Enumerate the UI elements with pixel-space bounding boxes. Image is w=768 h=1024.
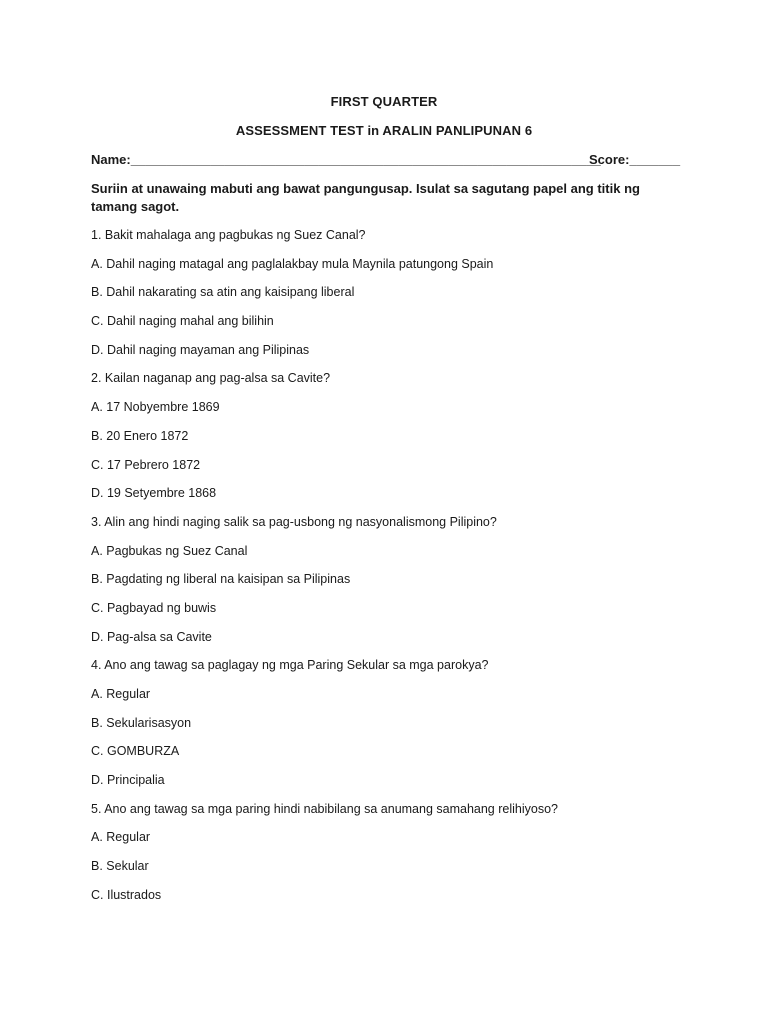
choice-line: D. Dahil naging mayaman ang Pilipinas [91,342,310,357]
choice-line: C. Dahil naging mahal ang bilihin [91,314,274,329]
question-list [91,227,691,916]
test-title: ASSESSMENT TEST in ARALIN PANLIPUNAN 6 [235,123,533,138]
instructions: Suriin at unawaing mabuti ang bawat pangungusap. Isulat sa sagutang papel ang titik ng tamang sagot. [91,181,640,214]
choice-line: B. 20 Enero 1872 [91,428,189,443]
choice-line: B. Pagdating ng liberal na kaisipan sa Pilipinas [91,572,351,587]
choice-line: C. 17 Pebrero 1872 [91,457,201,472]
question-line: 4. Ano ang tawag sa paglagay ng mga Paring Sekular sa mga parokya? [91,658,489,673]
choice-line: D. Principalia [91,773,165,788]
choice-line: A. Regular [91,687,151,701]
choice-line: D. 19 Setyembre 1868 [91,486,217,501]
choice-line: C. Pagbayad ng buwis [91,600,217,615]
choice-line: A. Dahil naging matagal ang paglalakbay mula Maynila patungong Spain [91,256,494,271]
question-line: 2. Kailan naganap ang pag-alsa sa Cavite? [91,371,331,386]
choice-line: B. Sekularisasyon [91,715,192,730]
choice-line: A. Pagbukas ng Suez Canal [91,543,248,558]
question-line: 5. Ano ang tawag sa mga paring hindi nabibilang sa anumang samahang relihiyoso? [91,801,558,816]
quarter-heading: FIRST QUARTER [330,94,438,109]
choice-line: A. Regular [91,830,151,845]
name-score-row [91,152,681,167]
choice-line: B. Dahil nakarating sa atin ang kaisipang liberal [91,285,355,300]
name-field: Name:_________________________________________________________________ [91,152,601,167]
choice-line: C. GOMBURZA [91,744,180,759]
choice-line: A. 17 Nobyembre 1869 [91,400,220,415]
question-line: 3. Alin ang hindi naging salik sa pag-usbong ng nasyonalismong Pilipino? [91,514,497,529]
choice-line: C. Ilustrados [91,887,162,902]
choice-line: B. Sekular [91,859,149,874]
question-line: 1. Bakit mahalaga ang pagbukas ng Suez Canal? [91,228,366,242]
choice-line: D. Pag-alsa sa Cavite [91,629,212,644]
score-field: Score:_______ [589,152,681,167]
